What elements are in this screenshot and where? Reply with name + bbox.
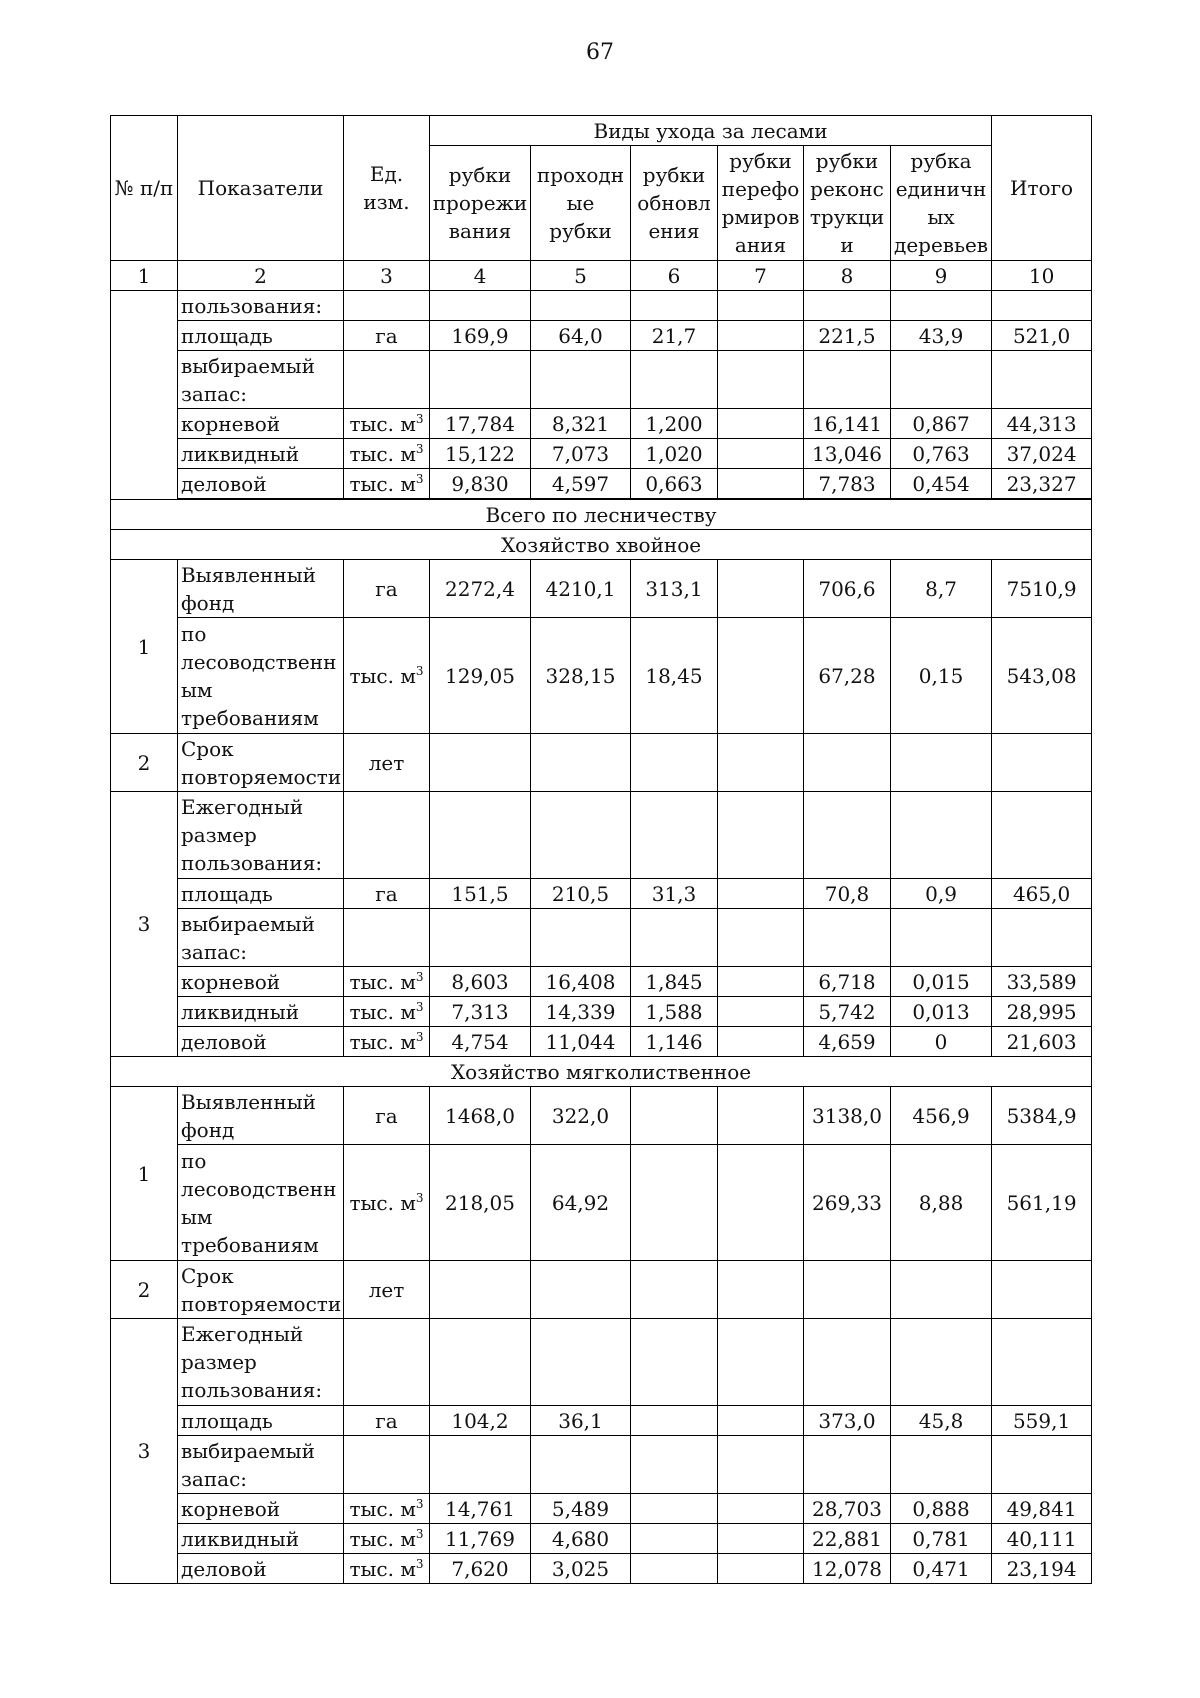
column-numbers-row xyxy=(111,261,1092,291)
value-cell xyxy=(718,1027,804,1057)
row-label: площадь xyxy=(178,879,344,909)
row-number: 2 xyxy=(111,734,178,792)
value-cell xyxy=(718,879,804,909)
section-title-total: Всего по лесничеству xyxy=(111,500,1092,530)
value-cell xyxy=(718,1406,804,1436)
value-cell: 45,8 xyxy=(891,1406,992,1436)
value-cell: 7,073 xyxy=(531,439,631,469)
value-cell: 2272,4 xyxy=(430,560,531,618)
value-cell xyxy=(631,1145,718,1261)
value-cell xyxy=(718,618,804,734)
unit-cell: тыс. $м^3$ xyxy=(344,997,430,1027)
table-row xyxy=(111,967,1092,997)
value-cell: 11,769 xyxy=(430,1524,531,1554)
table-row xyxy=(111,734,1092,792)
header-thinning: рубки прорежи вания xyxy=(430,146,531,261)
row-label: Ежегодный размер пользования: xyxy=(178,1319,344,1406)
value-cell: 14,761 xyxy=(430,1494,531,1524)
unit-cell: га xyxy=(344,1406,430,1436)
total-value: 521,0 xyxy=(992,321,1092,351)
value-cell: 221,5 xyxy=(804,321,891,351)
value-cell: 8,88 xyxy=(891,1145,992,1261)
total-value: 21,603 xyxy=(992,1027,1092,1057)
value-cell: 4,659 xyxy=(804,1027,891,1057)
value-cell xyxy=(631,1554,718,1584)
header-reformation-cuts: рубки перефо рмиров ания xyxy=(718,146,804,261)
value-cell: 15,122 xyxy=(430,439,531,469)
value-cell xyxy=(718,560,804,618)
unit-cell: тыс. $м^3$ xyxy=(344,1524,430,1554)
value-cell xyxy=(718,1494,804,1524)
table-row xyxy=(111,1145,1092,1261)
table-row xyxy=(111,1027,1092,1057)
value-cell xyxy=(718,1145,804,1261)
value-cell xyxy=(631,1524,718,1554)
row-number: 1 xyxy=(111,560,178,734)
value-cell: 1,146 xyxy=(631,1027,718,1057)
value-cell: 13,046 xyxy=(804,439,891,469)
col-number: 2 xyxy=(178,261,344,291)
value-cell: 322,0 xyxy=(531,1087,631,1145)
total-value: 40,111 xyxy=(992,1524,1092,1554)
value-cell: 67,28 xyxy=(804,618,891,734)
value-cell: 7,783 xyxy=(804,469,891,499)
value-cell: 21,7 xyxy=(631,321,718,351)
value-cell: 8,321 xyxy=(531,409,631,439)
unit-cell: лет xyxy=(344,734,430,792)
table-row xyxy=(111,321,1092,351)
unit-cell: тыс. $м^3$ xyxy=(344,1554,430,1584)
col-number: 3 xyxy=(344,261,430,291)
value-cell: 0,015 xyxy=(891,967,992,997)
total-value: 561,19 xyxy=(992,1145,1092,1261)
unit-cell: га xyxy=(344,321,430,351)
col-number: 1 xyxy=(111,261,178,291)
value-cell: 0,781 xyxy=(891,1524,992,1554)
value-cell: 36,1 xyxy=(531,1406,631,1436)
col-number: 8 xyxy=(804,261,891,291)
col-number: 6 xyxy=(631,261,718,291)
value-cell: 269,33 xyxy=(804,1145,891,1261)
value-cell xyxy=(718,1087,804,1145)
unit-cell: лет xyxy=(344,1261,430,1319)
value-cell xyxy=(718,1554,804,1584)
table-row xyxy=(111,792,1092,879)
table-row xyxy=(111,1319,1092,1406)
section-title-conifer: Хозяйство хвойное xyxy=(111,530,1092,560)
table-row xyxy=(111,1524,1092,1554)
value-cell: 1468,0 xyxy=(430,1087,531,1145)
value-cell: 0,867 xyxy=(891,409,992,439)
unit-cell: тыс. $м^3$ xyxy=(344,967,430,997)
value-cell: 373,0 xyxy=(804,1406,891,1436)
col-number: 5 xyxy=(531,261,631,291)
value-cell: 12,078 xyxy=(804,1554,891,1584)
total-value: 465,0 xyxy=(992,879,1092,909)
table-row xyxy=(111,469,1092,499)
col-number: 4 xyxy=(430,261,531,291)
value-cell: 16,141 xyxy=(804,409,891,439)
header-total: Итого xyxy=(992,116,1092,261)
value-cell: 0,013 xyxy=(891,997,992,1027)
unit-cell: тыс. $м^3$ xyxy=(344,469,430,499)
value-cell: 64,92 xyxy=(531,1145,631,1261)
value-cell: 0,9 xyxy=(891,879,992,909)
value-cell: 1,020 xyxy=(631,439,718,469)
table-row xyxy=(111,1554,1092,1584)
value-cell xyxy=(718,1524,804,1554)
value-cell: 64,0 xyxy=(531,321,631,351)
header-num: № п/п xyxy=(111,116,178,261)
header-unit: Ед. изм. xyxy=(344,116,430,261)
value-cell: 28,703 xyxy=(804,1494,891,1524)
table-row xyxy=(111,1436,1092,1494)
row-label: деловой xyxy=(178,469,344,499)
value-cell: 169,9 xyxy=(430,321,531,351)
row-label: выбираемый запас: xyxy=(178,909,344,967)
value-cell xyxy=(631,1406,718,1436)
value-cell: 706,6 xyxy=(804,560,891,618)
table-row xyxy=(111,1494,1092,1524)
row-label: выбираемый запас: xyxy=(178,351,344,409)
row-label: деловой xyxy=(178,1027,344,1057)
value-cell: 313,1 xyxy=(631,560,718,618)
value-cell xyxy=(718,967,804,997)
total-value: 559,1 xyxy=(992,1406,1092,1436)
value-cell xyxy=(718,469,804,499)
row-label: по лесоводственн ым требованиям xyxy=(178,618,344,734)
table-row xyxy=(111,439,1092,469)
row-number: 3 xyxy=(111,1319,178,1584)
header-single-tree-cuts: рубка единичн ых деревьев xyxy=(891,146,992,261)
forest-care-table xyxy=(110,115,1092,1584)
table-row xyxy=(111,1261,1092,1319)
table-row xyxy=(111,1406,1092,1436)
table-row xyxy=(111,351,1092,409)
value-cell: 4,597 xyxy=(531,469,631,499)
total-value: 543,08 xyxy=(992,618,1092,734)
value-cell: 218,05 xyxy=(430,1145,531,1261)
value-cell: 3138,0 xyxy=(804,1087,891,1145)
row-number: 2 xyxy=(111,1261,178,1319)
value-cell: 6,718 xyxy=(804,967,891,997)
row-label: по лесоводственн ым требованиям xyxy=(178,1145,344,1261)
total-value: 7510,9 xyxy=(992,560,1092,618)
unit-cell: тыс. $м^3$ xyxy=(344,618,430,734)
total-value: 5384,9 xyxy=(992,1087,1092,1145)
value-cell: 3,025 xyxy=(531,1554,631,1584)
page-number: 67 xyxy=(586,40,614,65)
unit-cell: га xyxy=(344,1087,430,1145)
value-cell: 7,620 xyxy=(430,1554,531,1584)
col-number: 10 xyxy=(992,261,1092,291)
row-label: корневой xyxy=(178,1494,344,1524)
value-cell: 11,044 xyxy=(531,1027,631,1057)
unit-cell: га xyxy=(344,879,430,909)
col-number: 9 xyxy=(891,261,992,291)
table-row xyxy=(111,618,1092,734)
value-cell xyxy=(718,409,804,439)
total-value: 37,024 xyxy=(992,439,1092,469)
value-cell: 5,742 xyxy=(804,997,891,1027)
total-value: 23,194 xyxy=(992,1554,1092,1584)
unit-cell: тыс. $м^3$ xyxy=(344,439,430,469)
value-cell: 8,7 xyxy=(891,560,992,618)
header-reconstruction-cuts: рубки реконс трукци и xyxy=(804,146,891,261)
header-passage-cuts: проходн ые рубки xyxy=(531,146,631,261)
value-cell: 0,15 xyxy=(891,618,992,734)
value-cell: 456,9 xyxy=(891,1087,992,1145)
row-label: Ежегодный размер пользования: xyxy=(178,792,344,879)
value-cell: 17,784 xyxy=(430,409,531,439)
header-indicators: Показатели xyxy=(178,116,344,261)
value-cell: 16,408 xyxy=(531,967,631,997)
value-cell: 4,680 xyxy=(531,1524,631,1554)
value-cell: 18,45 xyxy=(631,618,718,734)
value-cell: 0,888 xyxy=(891,1494,992,1524)
table-row xyxy=(111,879,1092,909)
value-cell: 0,663 xyxy=(631,469,718,499)
value-cell: 31,3 xyxy=(631,879,718,909)
row-label: Выявленный фонд xyxy=(178,1087,344,1145)
value-cell: 129,05 xyxy=(430,618,531,734)
total-value: 33,589 xyxy=(992,967,1092,997)
total-value: 49,841 xyxy=(992,1494,1092,1524)
value-cell xyxy=(631,1494,718,1524)
row-label: Срок повторяемости xyxy=(178,1261,344,1319)
value-cell: 328,15 xyxy=(531,618,631,734)
total-value: 23,327 xyxy=(992,469,1092,499)
table-row xyxy=(111,997,1092,1027)
value-cell: 14,339 xyxy=(531,997,631,1027)
value-cell: 70,8 xyxy=(804,879,891,909)
row-number-cell xyxy=(111,291,178,500)
unit-cell: тыс. $м^3$ xyxy=(344,1145,430,1261)
header-care-types: Виды ухода за лесами xyxy=(430,116,992,146)
col-number: 7 xyxy=(718,261,804,291)
value-cell xyxy=(718,321,804,351)
row-label: ликвидный xyxy=(178,439,344,469)
row-label: корневой xyxy=(178,409,344,439)
value-cell: 9,830 xyxy=(430,469,531,499)
value-cell: 22,881 xyxy=(804,1524,891,1554)
value-cell: 8,603 xyxy=(430,967,531,997)
row-number: 3 xyxy=(111,792,178,1057)
section-title-softleaf: Хозяйство мягколиственное xyxy=(111,1057,1092,1087)
value-cell xyxy=(631,1087,718,1145)
table-row xyxy=(111,909,1092,967)
table-row xyxy=(111,409,1092,439)
row-label: выбираемый запас: xyxy=(178,1436,344,1494)
row-label: Выявленный фонд xyxy=(178,560,344,618)
value-cell xyxy=(718,439,804,469)
value-cell: 4,754 xyxy=(430,1027,531,1057)
value-cell: 7,313 xyxy=(430,997,531,1027)
value-cell xyxy=(718,997,804,1027)
value-cell: 1,588 xyxy=(631,997,718,1027)
row-label: площадь xyxy=(178,321,344,351)
value-cell: 210,5 xyxy=(531,879,631,909)
row-label: ликвидный xyxy=(178,1524,344,1554)
total-value: 44,313 xyxy=(992,409,1092,439)
value-cell: 43,9 xyxy=(891,321,992,351)
unit-cell: тыс. $м^3$ xyxy=(344,409,430,439)
row-label: Срок повторяемости xyxy=(178,734,344,792)
value-cell: 4210,1 xyxy=(531,560,631,618)
row-number: 1 xyxy=(111,1087,178,1261)
row-label: площадь xyxy=(178,1406,344,1436)
total-value: 28,995 xyxy=(992,997,1092,1027)
value-cell: 1,845 xyxy=(631,967,718,997)
table-row xyxy=(111,291,1092,321)
header-renewal-cuts: рубки обновл ения xyxy=(631,146,718,261)
row-label: пользования: xyxy=(178,291,344,321)
row-label: ликвидный xyxy=(178,997,344,1027)
value-cell: 0 xyxy=(891,1027,992,1057)
value-cell: 0,471 xyxy=(891,1554,992,1584)
row-label: деловой xyxy=(178,1554,344,1584)
value-cell: 104,2 xyxy=(430,1406,531,1436)
table-row xyxy=(111,560,1092,618)
unit-cell: тыс. $м^3$ xyxy=(344,1494,430,1524)
value-cell: 1,200 xyxy=(631,409,718,439)
value-cell: 151,5 xyxy=(430,879,531,909)
table-row xyxy=(111,1087,1092,1145)
value-cell: 5,489 xyxy=(531,1494,631,1524)
unit-cell: тыс. $м^3$ xyxy=(344,1027,430,1057)
value-cell: 0,763 xyxy=(891,439,992,469)
unit-cell: га xyxy=(344,560,430,618)
value-cell: 0,454 xyxy=(891,469,992,499)
row-label: корневой xyxy=(178,967,344,997)
